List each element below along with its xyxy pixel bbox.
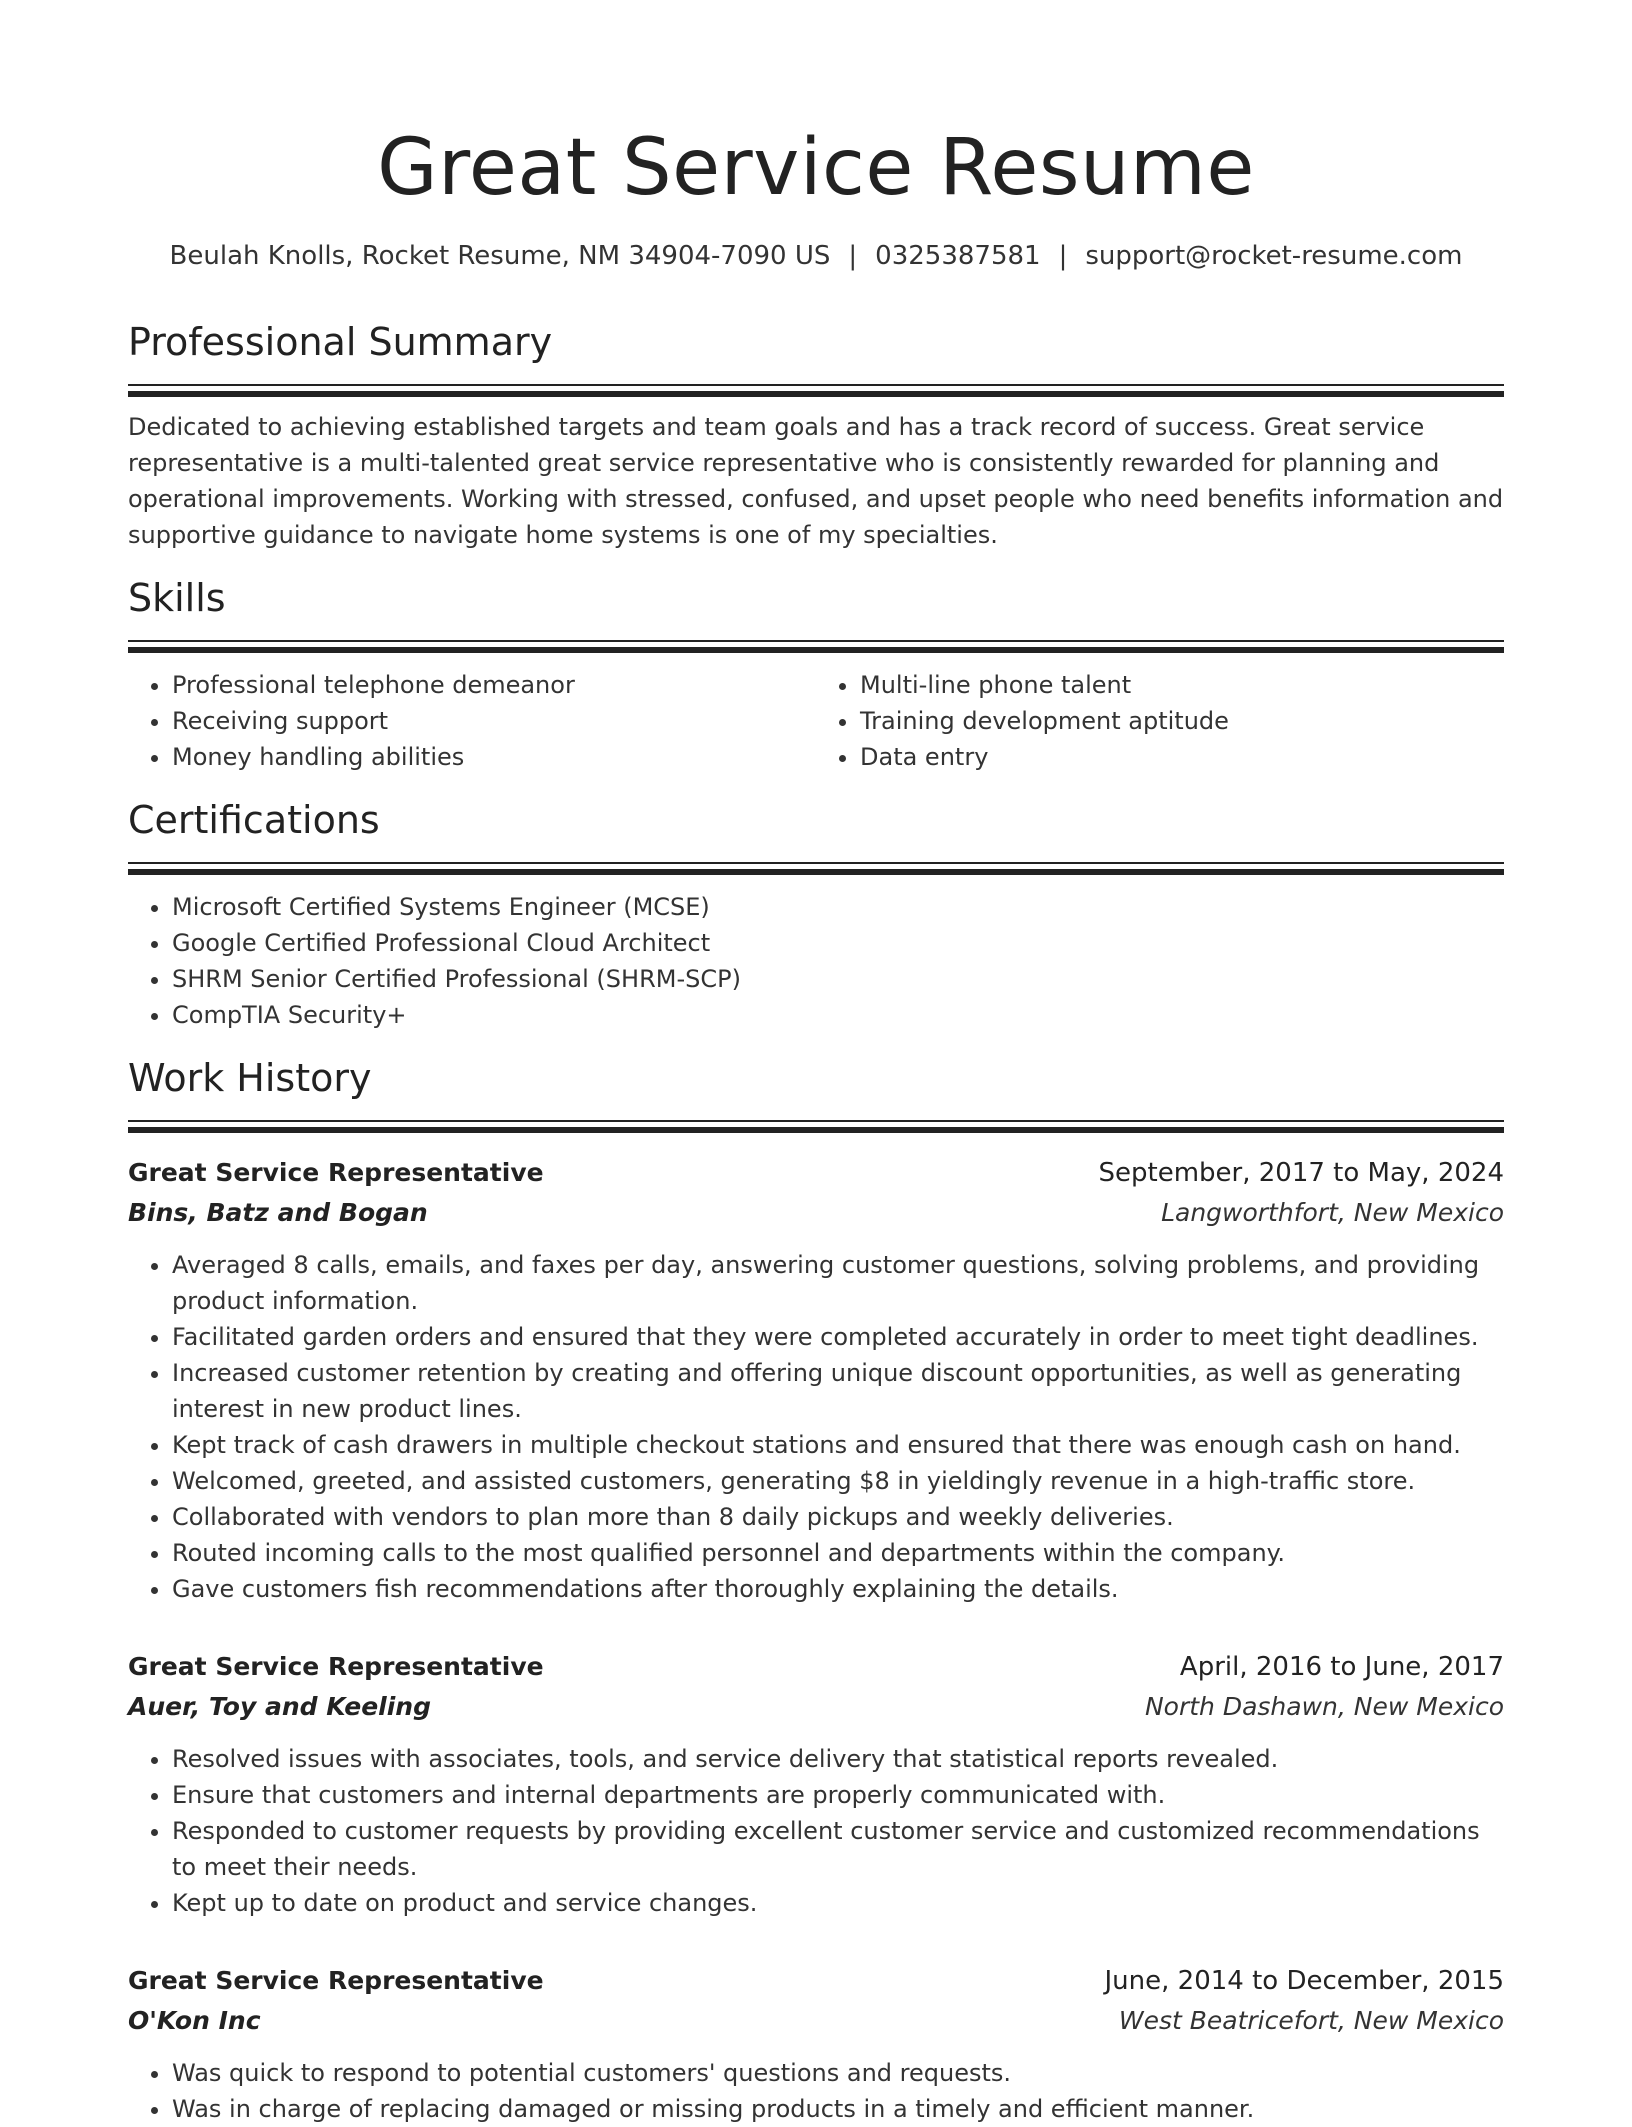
job-dates: June, 2014 to December, 2015 xyxy=(1104,1966,1504,1996)
job-entry xyxy=(128,1647,1504,1921)
job-location: West Beatricefort, New Mexico xyxy=(1118,2006,1504,2035)
section-divider xyxy=(128,1120,1504,1135)
skills-section xyxy=(128,570,1504,775)
job-bullet: • Resolved issues with associates, tools, and service delivery that statistical reports revealed. xyxy=(172,1741,1504,1777)
job-bullet: • Ensure that customers and internal departments are properly communicated with. xyxy=(172,1777,1504,1813)
job-company: Bins, Batz and Bogan xyxy=(128,1198,428,1227)
contact-separator: | xyxy=(848,241,858,271)
job-entry xyxy=(128,1961,1504,2127)
section-divider xyxy=(128,862,1504,877)
skills-grid xyxy=(128,667,1504,775)
resume-title: Great Service Resume xyxy=(377,123,1255,213)
job-bullet: • Increased customer retention by creating and offering unique discount opportunities, as well as generating interest in new product lines. xyxy=(172,1355,1504,1427)
contact-line xyxy=(0,236,1632,276)
job-location: North Dashawn, New Mexico xyxy=(1144,1692,1504,1721)
certification-item: • SHRM Senior Certified Professional (SHRM-SCP) xyxy=(172,961,1504,997)
job-company: O'Kon Inc xyxy=(128,2006,261,2035)
certification-item: • Google Certified Professional Cloud Architect xyxy=(172,925,1504,961)
skill-item: • Data entry xyxy=(860,739,1504,775)
skill-item: • Receiving support xyxy=(172,703,816,739)
job-dates: September, 2017 to May, 2024 xyxy=(1098,1158,1504,1188)
job-bullets xyxy=(128,1741,1504,1921)
job-bullet: • Was quick to respond to potential customers' questions and requests. xyxy=(172,2055,1504,2091)
job-bullet: • Gave customers fish recommendations after thoroughly explaining the details. xyxy=(172,1571,1504,1607)
job-bullet: • Facilitated garden orders and ensured that they were completed accurately in order to meet tight deadlines. xyxy=(172,1319,1504,1355)
skills-list-right xyxy=(816,667,1504,775)
job-title: Great Service Representative xyxy=(128,1158,544,1187)
job-title: Great Service Representative xyxy=(128,1966,544,1995)
contact-separator: | xyxy=(1058,241,1068,271)
summary-text: Dedicated to achieving established targets and team goals and has a track record of success. Great service representative is a multi-talented great service representative who is consistently rewarded for planning and operational improvements. Working with stressed, confused, and upset people who need benefits information and supportive guidance to navigate home systems is one of my specialties. xyxy=(128,413,1504,549)
skills-list-left xyxy=(128,667,816,775)
job-bullet: • Was in charge of replacing damaged or missing products in a timely and efficient manner. xyxy=(172,2091,1504,2127)
skill-item: • Money handling abilities xyxy=(172,739,816,775)
job-bullets xyxy=(128,1247,1504,1607)
certification-item: • Microsoft Certified Systems Engineer (MCSE) xyxy=(172,889,1504,925)
section-divider xyxy=(128,384,1504,399)
job-dates: April, 2016 to June, 2017 xyxy=(1179,1652,1504,1682)
job-company: Auer, Toy and Keeling xyxy=(128,1692,431,1721)
job-bullets xyxy=(128,2055,1504,2127)
job-bullet: • Kept up to date on product and service changes. xyxy=(172,1885,1504,1921)
summary-heading: Professional Summary xyxy=(128,320,553,364)
skill-item: • Training development aptitude xyxy=(860,703,1504,739)
certifications-section xyxy=(128,792,1504,1033)
contact-phone: 0325387581 xyxy=(875,241,1041,271)
contact-email: support@rocket-resume.com xyxy=(1085,241,1463,271)
job-bullet: • Welcomed, greeted, and assisted customers, generating $8 in yieldingly revenue in a high-traffic store. xyxy=(172,1463,1504,1499)
job-location: Langworthfort, New Mexico xyxy=(1161,1198,1504,1227)
certifications-list xyxy=(128,889,1504,1033)
job-title: Great Service Representative xyxy=(128,1652,544,1681)
skill-item: • Professional telephone demeanor xyxy=(172,667,816,703)
job-bullet: • Collaborated with vendors to plan more than 8 daily pickups and weekly deliveries. xyxy=(172,1499,1504,1535)
work-history-section xyxy=(128,1050,1504,2127)
skill-item: • Multi-line phone talent xyxy=(860,667,1504,703)
job-entry xyxy=(128,1153,1504,1607)
certification-item: • CompTIA Security+ xyxy=(172,997,1504,1033)
skills-heading: Skills xyxy=(128,576,226,620)
job-bullet: • Responded to customer requests by providing excellent customer service and customized recommendations to meet their needs. xyxy=(172,1813,1504,1885)
contact-address: Beulah Knolls, Rocket Resume, NM 34904-7090 US xyxy=(169,241,831,271)
summary-section xyxy=(128,314,1504,553)
work-history-heading: Work History xyxy=(128,1056,372,1100)
job-bullet: • Averaged 8 calls, emails, and faxes per day, answering customer questions, solving problems, and providing product information. xyxy=(172,1247,1504,1319)
job-bullet: • Routed incoming calls to the most qualified personnel and departments within the company. xyxy=(172,1535,1504,1571)
section-divider xyxy=(128,640,1504,655)
certifications-heading: Certifications xyxy=(128,798,380,842)
job-bullet: • Kept track of cash drawers in multiple checkout stations and ensured that there was enough cash on hand. xyxy=(172,1427,1504,1463)
